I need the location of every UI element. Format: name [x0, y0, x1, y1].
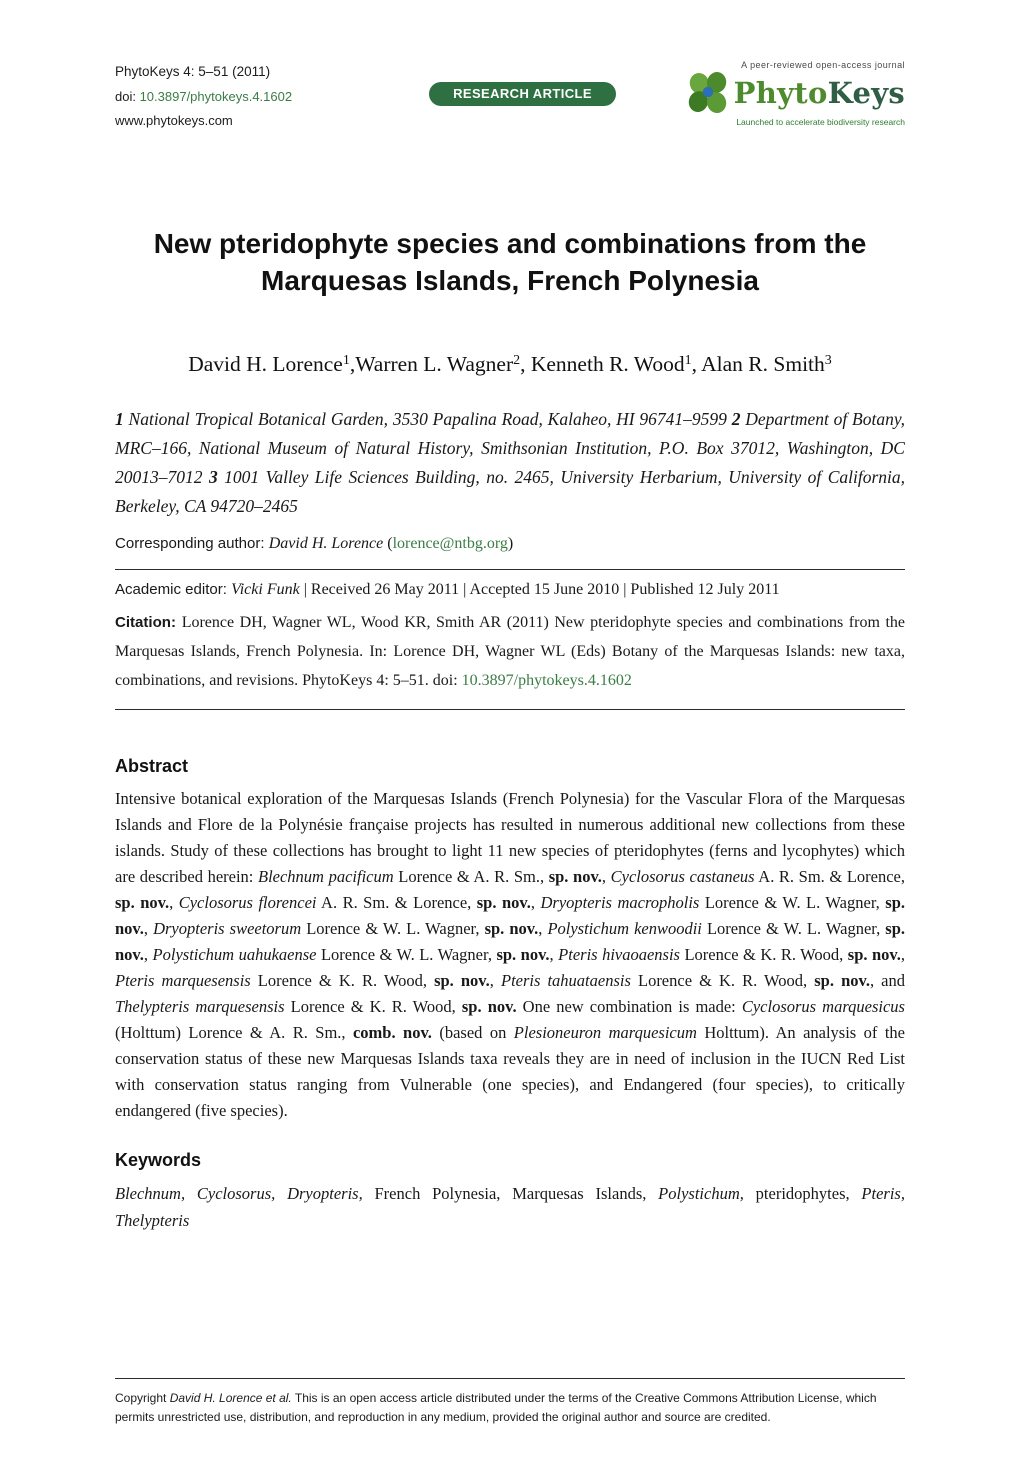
email-link[interactable]: lorence@ntbg.org	[392, 534, 508, 552]
text-segment: (	[383, 534, 393, 552]
authors-line	[115, 352, 905, 377]
text-segment: ,	[169, 892, 179, 912]
clover-icon	[686, 72, 730, 114]
text-segment: Lorence & A. R. Sm.,	[393, 866, 549, 886]
text-segment: Thelypteris marquesensis	[115, 996, 285, 1016]
text-segment: Lorence & W. L. Wagner,	[701, 918, 886, 938]
text-segment: Academic editor:	[115, 580, 232, 598]
logo-text-phyto: Phyto	[733, 75, 828, 110]
copyright-text	[115, 1389, 905, 1427]
abstract-heading: Abstract	[115, 755, 189, 776]
text-segment: One new combination is made:	[516, 996, 742, 1016]
text-segment: Lorence & K. R. Wood,	[630, 970, 815, 990]
text-segment: ,	[143, 944, 153, 964]
text-segment: sp. nov.	[115, 892, 906, 938]
text-segment: sp. nov.	[115, 918, 906, 964]
text-segment: Plesioneuron marquesicum	[513, 1022, 697, 1042]
text-segment: Cyclosorus florencei	[178, 892, 317, 912]
journal-logo-block	[680, 60, 905, 127]
abstract-text	[115, 786, 905, 1124]
masthead	[115, 0, 905, 133]
journal-info-block	[115, 60, 365, 133]
text-segment: sp. nov.	[814, 970, 870, 990]
text-segment: Blechnum, Cyclosorus, Dryopteris,	[115, 1183, 363, 1203]
text-segment: ,	[538, 918, 548, 938]
logo-tagline-top: A peer-reviewed open-access journal	[741, 60, 905, 70]
corresponding-author-line	[115, 535, 905, 553]
text-segment: 2	[731, 408, 741, 429]
divider-bottom	[115, 709, 905, 710]
doi-link[interactable]: 10.3897/phytokeys.4.1602	[139, 88, 293, 104]
text-segment: sp. nov.	[461, 996, 517, 1016]
text-segment: , Alan R. Smith	[691, 351, 825, 376]
text-segment: ,	[143, 918, 154, 938]
text-segment: Intensive botanical exploration of the Marquesas Islands (French Polynesia) for the Vascular Flora of the Marquesas Islands and Flore de la Polynésie française projects has resulted in numerous additional new collections from these islands. Study of these collections has brought to light 11 new species of pteridophytes (ferns and lycophytes) which are described herein:	[115, 788, 905, 886]
journal-website-link[interactable]: www.phytokeys.com	[115, 113, 233, 129]
text-segment: 1001 Valley Life Sciences Building, no. 2465, University Herbarium, University of California, Berkeley, CA 94720–2465	[115, 466, 905, 516]
text-segment: sp. nov.	[847, 944, 901, 964]
text-segment: 3	[824, 353, 832, 369]
text-segment: comb. nov.	[352, 1022, 432, 1042]
text-segment: This is an open access article distributed under the terms of the Creative Commons Attribution License, which permits unrestricted use, distribution, and reproduction in any medium, provided the original author and source are credited.	[115, 1390, 877, 1424]
badge-wrap	[365, 60, 680, 106]
doi-label: doi:	[115, 88, 140, 104]
text-segment: Polystichum uahukaense	[152, 944, 317, 964]
text-segment: Department of Botany, MRC–166, National Museum of Natural History, Smithsonian Institution, P.O. Box 37012, Washington, DC 20013–7012	[115, 408, 905, 487]
text-segment: (Holttum) Lorence & A. R. Sm.,	[115, 1022, 353, 1042]
text-segment: David H. Lorence	[268, 534, 384, 552]
citation-doi-link[interactable]: 10.3897/phytokeys.4.1602	[461, 671, 632, 689]
text-segment: Thelypteris	[115, 1210, 190, 1230]
text-segment: Pteris marquesensis	[115, 970, 251, 990]
text-segment: David H. Lorence	[188, 351, 343, 376]
text-segment: 2	[513, 353, 521, 369]
text-segment: ,	[601, 866, 611, 886]
text-segment: Blechnum pacificum	[258, 866, 394, 886]
text-segment: Lorence & K. R. Wood,	[284, 996, 462, 1016]
text-segment: | Received 26 May 2011 | Accepted 15 June 2010 | Published 12 July 2011	[299, 580, 780, 598]
text-segment: Pteris,	[861, 1183, 905, 1203]
text-segment: sp. nov.	[476, 892, 531, 912]
footer-divider	[115, 1378, 905, 1379]
text-segment: pteridophytes,	[743, 1183, 862, 1203]
logo-row	[686, 72, 905, 114]
text-segment: Copyright	[115, 1390, 170, 1405]
logo-wordmark	[733, 75, 905, 110]
text-segment: Lorence & W. L. Wagner,	[301, 918, 485, 938]
text-segment: Cyclosorus castaneus	[610, 866, 755, 886]
text-segment: sp. nov.	[434, 970, 490, 990]
text-segment: , and	[869, 970, 905, 990]
text-segment: Polystichum kenwoodii	[547, 918, 702, 938]
text-segment: sp. nov.	[496, 944, 550, 964]
text-segment: sp. nov.	[115, 892, 170, 912]
keywords-heading: Keywords	[115, 1149, 202, 1170]
journal-reference: PhytoKeys 4: 5–51 (2011)	[115, 64, 271, 79]
text-segment: Cyclosorus marquesicus	[741, 996, 905, 1016]
text-segment: Dryopteris macropholis	[540, 892, 700, 912]
text-segment: 1	[342, 353, 350, 369]
editor-dates-line	[115, 581, 905, 599]
text-segment: ,	[900, 944, 906, 964]
text-segment: Lorence DH, Wagner WL, Wood KR, Smith AR (2011) New pteridophyte species and combinations from the Marquesas Islands, French Polynesia. In: Lorence DH, Wagner WL (Eds) Botany of the Marquesas Islands: new taxa, combinations, and revisions. PhytoKeys 4: 5–51.	[115, 613, 906, 689]
logo-tagline-bottom: Launched to accelerate biodiversity research	[736, 117, 905, 127]
keywords-text	[115, 1180, 905, 1234]
text-segment: 1	[684, 353, 692, 369]
text-segment: sp. nov.	[548, 866, 602, 886]
text-segment: Polystichum,	[658, 1183, 744, 1203]
text-segment: ,Warren L. Wagner	[349, 351, 514, 376]
text-segment: Holttum). An analysis of the conservation status of these new Marquesas Islands taxa reveals they are in need of inclusion in the IUCN Red List with conservation status ranging from Vulnerable (one species), and Endangered (four species), to critically endangered (five species).	[115, 1022, 905, 1120]
text-segment: Lorence & K. R. Wood,	[250, 970, 435, 990]
text-segment: A. R. Sm. & Lorence,	[754, 866, 905, 886]
text-segment: Lorence & W. L. Wagner,	[699, 892, 886, 912]
text-segment: Corresponding author:	[115, 534, 269, 552]
divider-top	[115, 569, 905, 570]
text-segment: ,	[530, 892, 541, 912]
text-segment: )	[507, 534, 514, 552]
text-segment: doi:	[432, 671, 462, 689]
text-segment: Pteris tahuataensis	[500, 970, 631, 990]
copyright-footer	[115, 1378, 905, 1427]
text-segment: Citation:	[115, 613, 182, 631]
text-segment: Lorence & W. L. Wagner,	[316, 944, 497, 964]
text-segment: , Kenneth R. Wood	[520, 351, 685, 376]
text-segment: Vicki Funk	[231, 580, 300, 598]
affiliations-paragraph	[115, 405, 905, 521]
article-title: New pteridophyte species and combinations from the Marquesas Islands, French Polynesia	[153, 228, 867, 297]
citation-block	[115, 608, 905, 695]
doi-line	[115, 85, 365, 109]
text-segment: 1	[115, 408, 124, 429]
research-article-badge: RESEARCH ARTICLE	[429, 82, 616, 106]
text-segment: ,	[489, 970, 501, 990]
text-segment: (based on	[431, 1022, 514, 1042]
text-segment: Dryopteris sweetorum	[153, 918, 302, 938]
text-segment: 3	[208, 466, 218, 487]
text-segment: sp. nov.	[484, 918, 539, 938]
text-segment: David H. Lorence et al.	[169, 1390, 292, 1405]
text-segment: National Tropical Botanical Garden, 3530 Papalina Road, Kalaheo, HI 96741–9599	[123, 408, 732, 429]
logo-text-keys: Keys	[827, 75, 905, 110]
text-segment: ,	[549, 944, 559, 964]
text-segment: French Polynesia, Marquesas Islands,	[362, 1183, 659, 1203]
text-segment: A. R. Sm. & Lorence,	[316, 892, 477, 912]
text-segment: Lorence & K. R. Wood,	[679, 944, 848, 964]
text-segment: Pteris hivaoaensis	[558, 944, 680, 964]
